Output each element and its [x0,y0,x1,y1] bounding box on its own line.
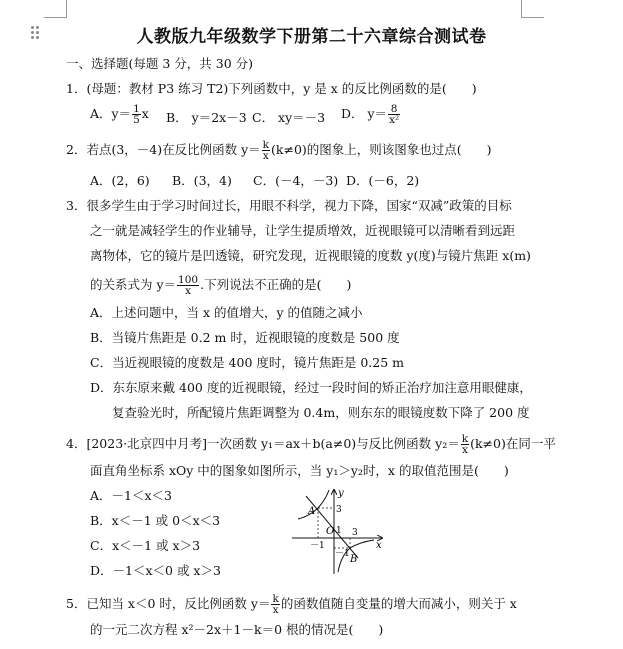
label-b: B [350,554,358,565]
tick-3-y: 3 [336,505,342,515]
q2-option-d: D．(－6，2) [346,173,420,188]
q3-option-a: A．上述问题中，当 x 的值增大，y 的值随之减小 [90,305,363,320]
tick-1-y: 1 [336,526,342,536]
q5-line-2: 的一元二次方程 x²－2x＋1－k＝0 根的情况是( ) [90,622,384,637]
q3-option-b: B．当镜片焦距是 0.2 m 时，近视眼镜的度数是 500 度 [90,330,400,345]
q2-stem: 2．若点(3，－4)在反比例函数 y＝ $\frac{k}{x}$ (k≠0)的图象上，则该图象也过点( ) [66,139,492,162]
tick-3-x: 3 [352,528,358,538]
q1-stem: 1．(母题：教材 P3 练习 T2)下列函数中，y 是 x 的反比例函数的是( ) [66,81,477,96]
q2-option-c: C．(－4，－3) [253,173,339,188]
q1-option-c: C． xy＝－3 [252,110,326,125]
q1-option-a: A．y＝ $\frac{1}{5}$ x [90,103,149,126]
tick-neg1-x: －1 [310,541,325,551]
q4-option-d: D．－1＜x＜0 或 x＞3 [90,563,221,578]
crop-mark-left-h [44,17,67,18]
q2-option-a: A．(2，6) [90,173,150,188]
q5-line-1: 5．已知当 x＜0 时，反比例函数 y＝ $\frac{k}{x}$ 的函数值随自变量的增大而减小，则关于 x [66,593,517,616]
crop-mark-left-v [66,0,67,18]
crop-mark-right-h [521,17,544,18]
q3-option-d-line-2: 复查验光时，所配镜片焦距调整为 0.4m，则东东的眼镜度数下降了 200 度 [112,405,530,420]
page-title: 人教版九年级数学下册第二十六章综合测试卷 [136,27,487,47]
label-x: x [376,540,382,551]
q3-line-3: 离物体，它的镜片是凹透镜，研究发现，近视眼镜的度数 y(度)与镜片焦距 x(m) [90,248,531,263]
q3-option-d-line-1: D．东东原来戴 400 度的近视眼镜，经过一段时间的矫正治疗加注意用眼健康， [90,380,532,395]
q4-option-c: C．x＜－1 或 x＞3 [90,538,201,553]
q3-line-1: 3．很多学生由于学习时间过长，用眼不科学，视力下降，国家“双减”政策的目标 [66,198,512,213]
q4-option-b: B．x＜－1 或 0＜x＜3 [90,513,221,528]
q2-option-b: B．(3，4) [172,173,232,188]
q4-option-a: A．－1＜x＜3 [90,488,172,503]
q3-line-4: 的关系式为 y＝ $\frac{100}{x}$ .下列说法不正确的是( ) [90,274,352,297]
tick-neg1-y: －1 [335,549,350,559]
q4-line-2: 面直角坐标系 xOy 中的图象如图所示，当 y₁＞y₂时，x 的取值范围是( ) [90,463,509,478]
q3-option-c: C．当近视眼镜的度数是 400 度时，镜片焦距是 0.25 m [90,355,405,370]
crop-mark-right-v [521,0,522,18]
q1-option-b: B． y＝2x－3 [166,110,247,125]
label-y: y [338,488,344,499]
label-o: O [326,526,335,537]
q1-option-d: D． y＝ $\frac{8}{\text{x²}}$ [341,103,400,126]
q4-graph [288,486,388,576]
label-a: A [308,506,316,517]
q4-line-1: 4．[2023·北京四中月考]一次函数 y₁＝ax＋b(a≠0)与反比例函数 y₂＝ $\frac{k}{x}$ (k≠0)在同一平 [66,433,556,456]
section-heading: 一、选择题(每题 3 分，共 30 分) [66,56,254,71]
q3-line-2: 之一就是减轻学生的作业辅导，让学生提质增效，近视眼镜可以清晰看到远距 [90,223,516,238]
